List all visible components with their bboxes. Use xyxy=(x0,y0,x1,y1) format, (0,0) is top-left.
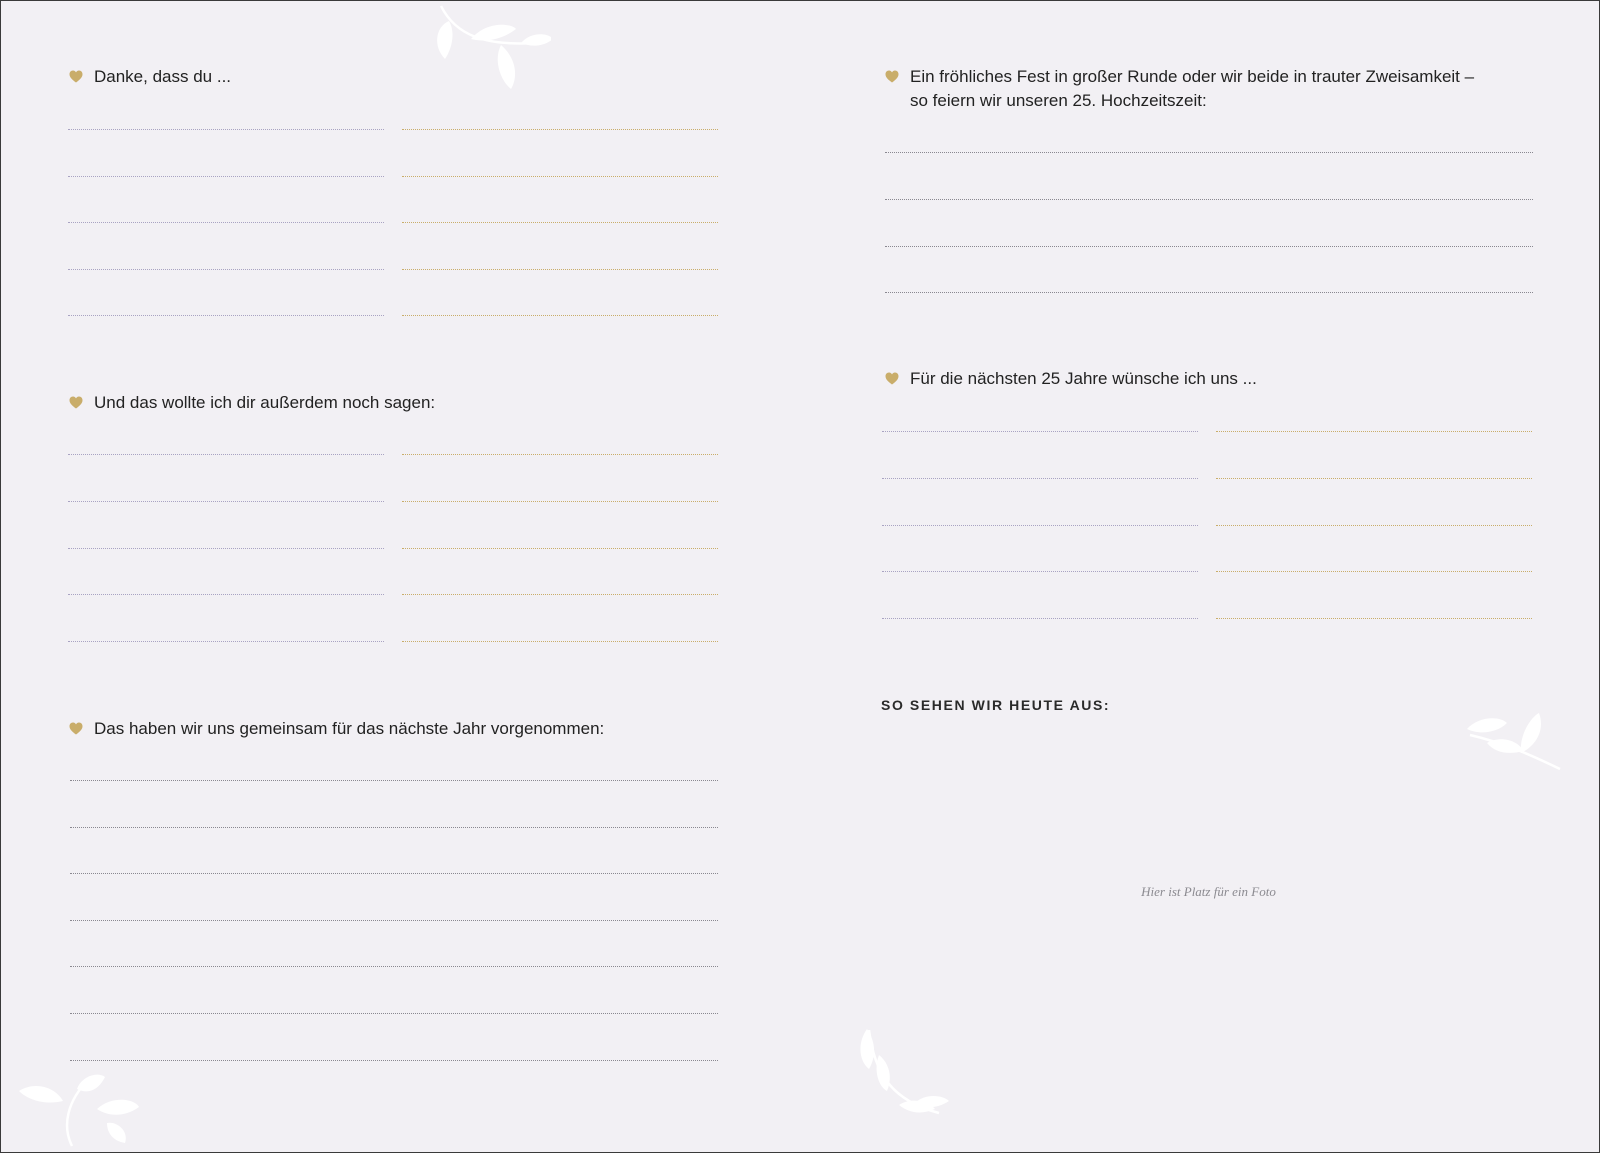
writing-line[interactable] xyxy=(68,269,384,270)
writing-line[interactable] xyxy=(1216,431,1532,432)
writing-line[interactable] xyxy=(882,618,1198,619)
writing-line[interactable] xyxy=(1216,618,1532,619)
writing-line[interactable] xyxy=(1216,478,1532,479)
heart-icon xyxy=(885,70,899,83)
leaf-branch-icon xyxy=(1465,707,1565,777)
writing-line[interactable] xyxy=(402,176,718,177)
prompt-also-say xyxy=(69,391,435,415)
photo-heading: SO SEHEN WIR HEUTE AUS: xyxy=(881,697,1111,713)
writing-line[interactable] xyxy=(68,594,384,595)
writing-line[interactable] xyxy=(402,129,718,130)
writing-line[interactable] xyxy=(68,222,384,223)
writing-line[interactable] xyxy=(885,246,1533,247)
writing-line[interactable] xyxy=(68,641,384,642)
writing-line[interactable] xyxy=(68,176,384,177)
prompt-label: Ein fröhliches Fest in großer Runde oder wir beide in trauter Zweisamkeit – so feiern wir unseren 25. Hochzeitszeit: xyxy=(910,67,1475,110)
writing-line[interactable] xyxy=(68,315,384,316)
writing-line[interactable] xyxy=(70,780,718,781)
prompt-next-year xyxy=(69,717,604,741)
photo-placeholder-caption: Hier ist Platz für ein Foto xyxy=(1141,884,1276,899)
heart-icon xyxy=(69,722,83,735)
writing-line[interactable] xyxy=(402,454,718,455)
writing-line[interactable] xyxy=(1216,571,1532,572)
writing-line[interactable] xyxy=(68,501,384,502)
writing-line[interactable] xyxy=(402,594,718,595)
writing-line[interactable] xyxy=(882,431,1198,432)
writing-line[interactable] xyxy=(402,501,718,502)
writing-line[interactable] xyxy=(68,454,384,455)
leaf-branch-icon xyxy=(431,1,551,96)
writing-line[interactable] xyxy=(70,966,718,967)
writing-line[interactable] xyxy=(70,1013,718,1014)
prompt-label: Und das wollte ich dir außerdem noch sagen: xyxy=(94,393,436,412)
writing-line[interactable] xyxy=(882,525,1198,526)
heart-icon xyxy=(885,372,899,385)
prompt-label: Für die nächsten 25 Jahre wünsche ich uns ... xyxy=(910,369,1257,388)
leaf-branch-icon xyxy=(859,1025,949,1125)
writing-line[interactable] xyxy=(1216,525,1532,526)
writing-line[interactable] xyxy=(402,548,718,549)
writing-line[interactable] xyxy=(402,641,718,642)
writing-line[interactable] xyxy=(885,292,1533,293)
writing-line[interactable] xyxy=(885,152,1533,153)
writing-line[interactable] xyxy=(68,548,384,549)
prompt-label: Das haben wir uns gemeinsam für das nächste Jahr vorgenommen: xyxy=(94,719,605,738)
writing-line[interactable] xyxy=(402,315,718,316)
prompt-next-25-years xyxy=(885,367,1257,391)
writing-line[interactable] xyxy=(70,1060,718,1061)
prompt-celebration xyxy=(885,65,1474,113)
writing-line[interactable] xyxy=(885,199,1533,200)
writing-line[interactable] xyxy=(882,478,1198,479)
writing-line[interactable] xyxy=(402,222,718,223)
writing-line[interactable] xyxy=(70,827,718,828)
prompt-label: Danke, dass du ... xyxy=(94,67,232,86)
heart-icon xyxy=(69,396,83,409)
writing-line[interactable] xyxy=(70,920,718,921)
writing-line[interactable] xyxy=(402,269,718,270)
writing-line[interactable] xyxy=(882,571,1198,572)
writing-line[interactable] xyxy=(68,129,384,130)
leaf-branch-icon xyxy=(17,1071,142,1151)
prompt-thanks xyxy=(69,65,231,89)
heart-icon xyxy=(69,70,83,83)
writing-line[interactable] xyxy=(70,873,718,874)
